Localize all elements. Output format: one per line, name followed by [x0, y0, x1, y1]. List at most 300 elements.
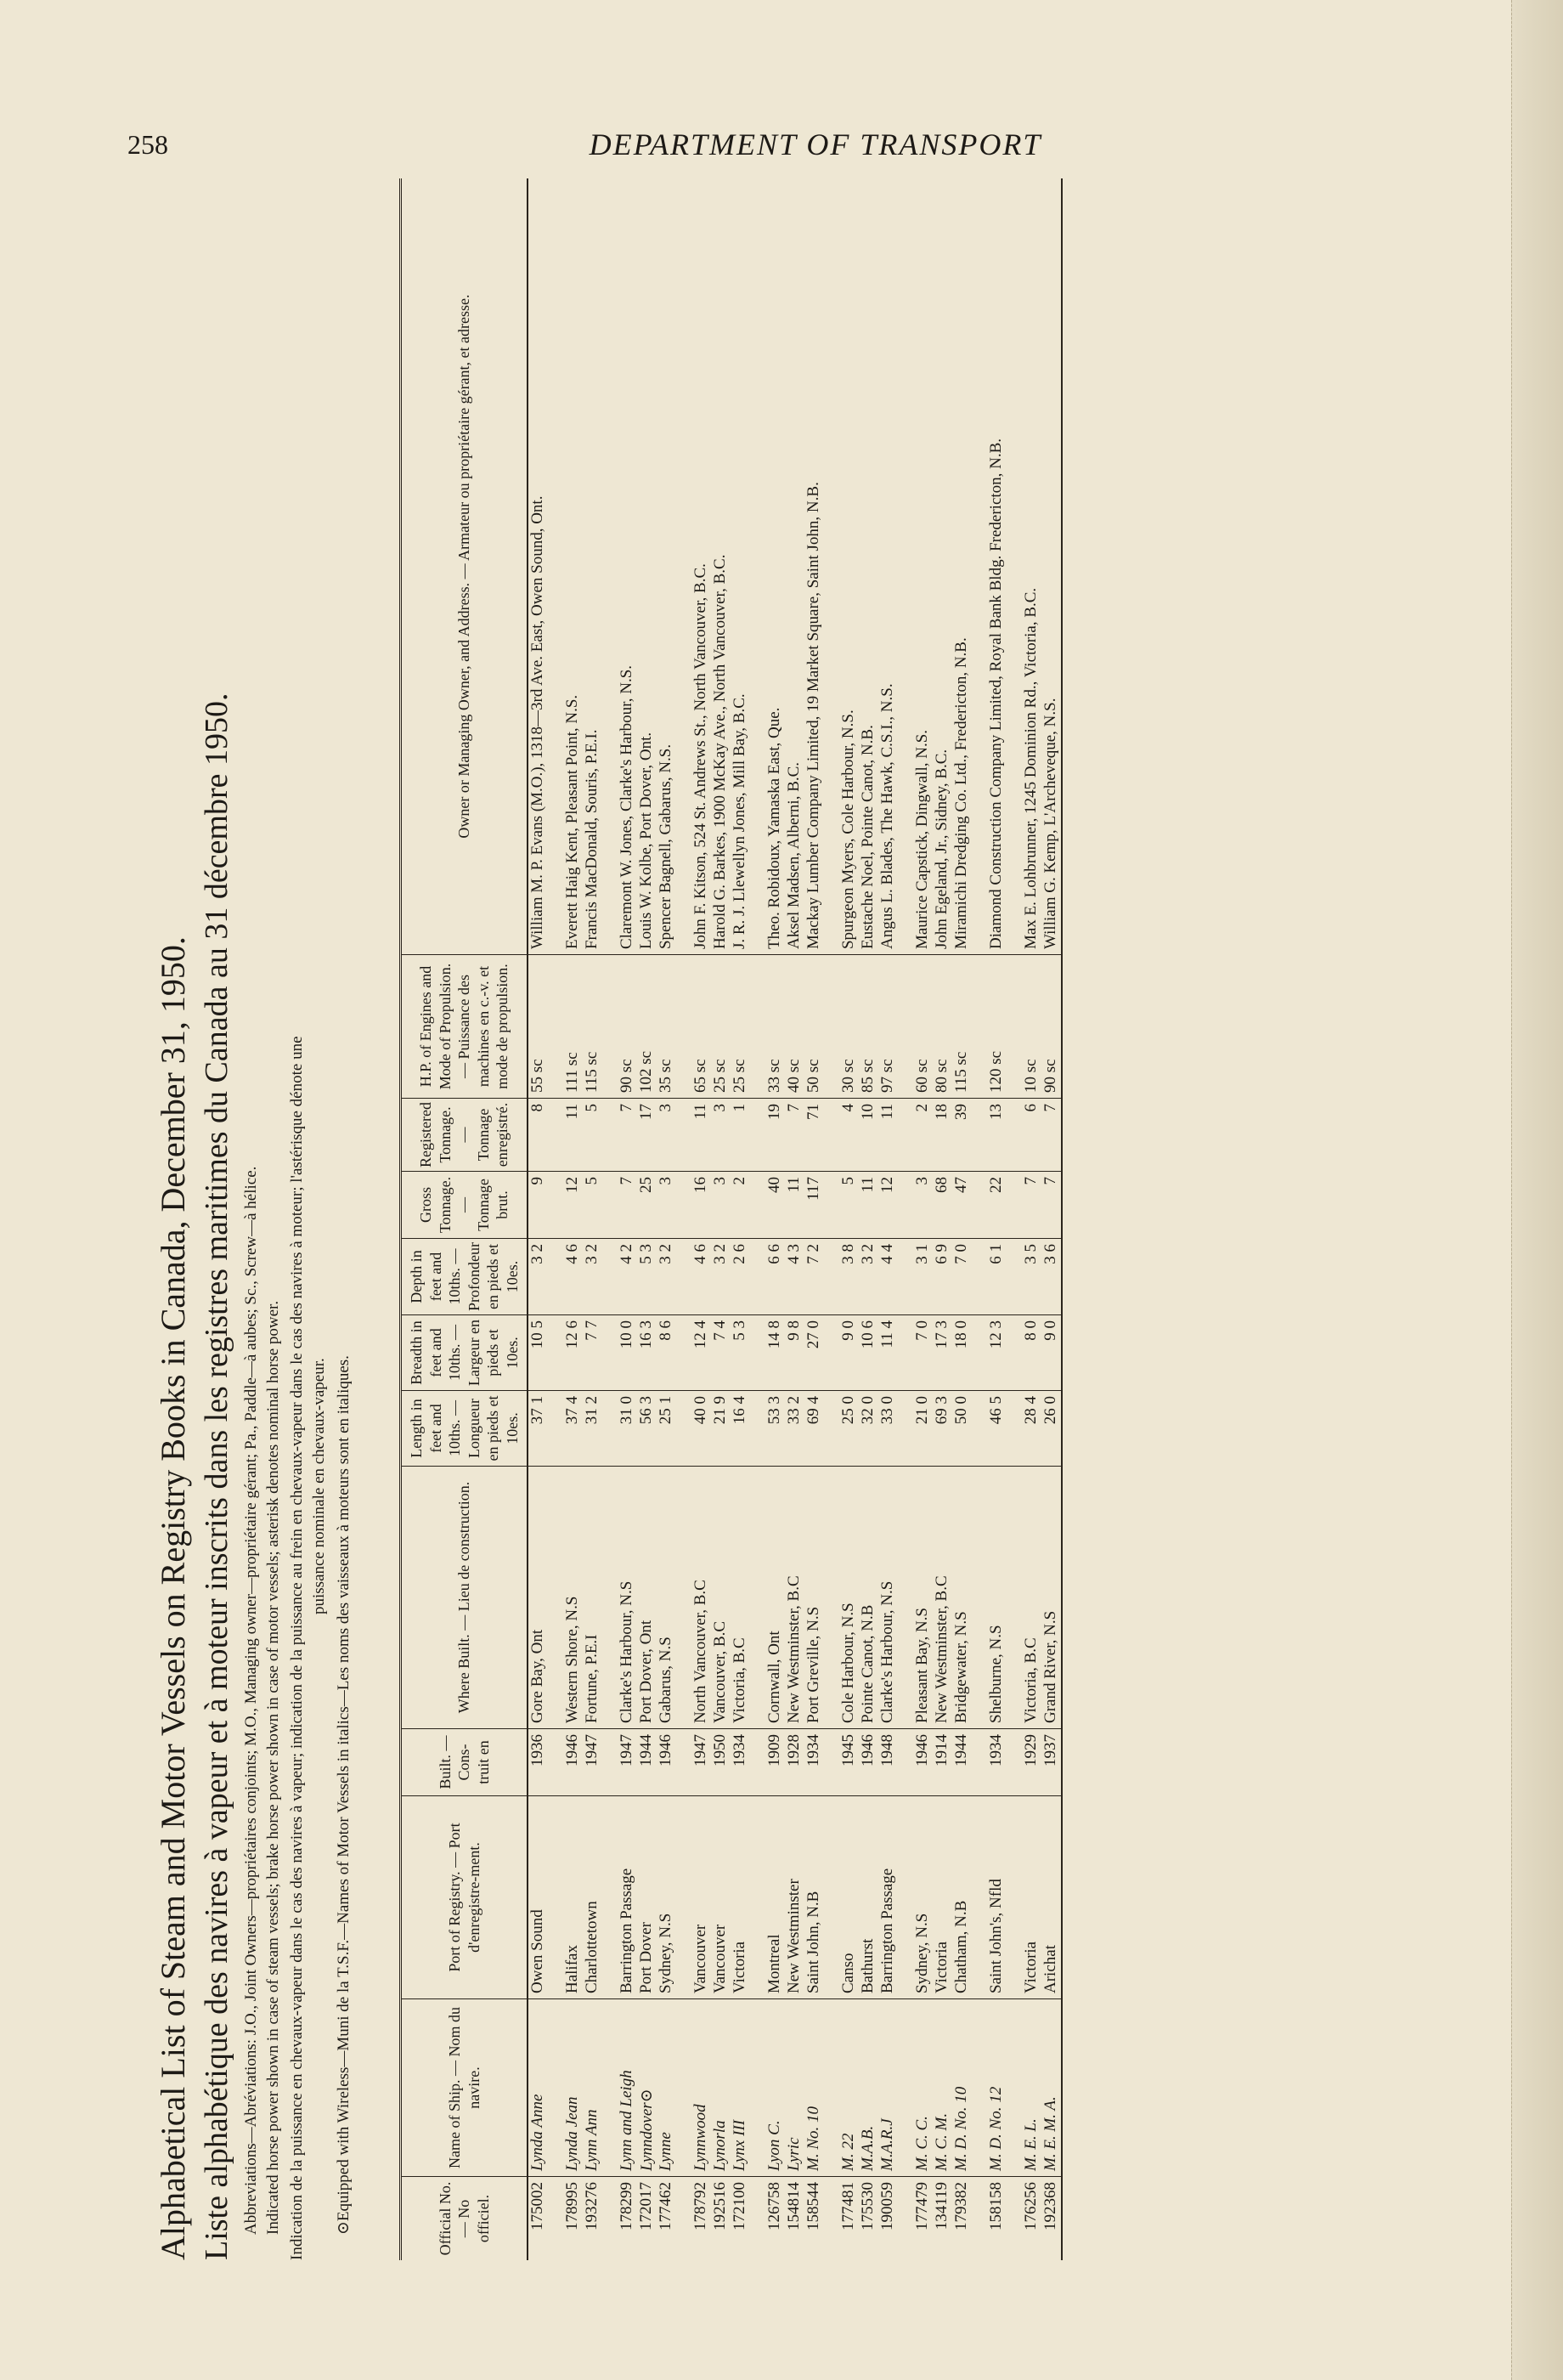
- depth-value: 7 0: [952, 1239, 972, 1315]
- ship-name: Lynndover⊙: [637, 1999, 657, 2177]
- length-value: 28 4: [1022, 1391, 1041, 1467]
- col-ship-name: Name of Ship. — Nom du navire.: [401, 1999, 528, 2177]
- port-of-registry: Owen Sound: [528, 1796, 548, 1999]
- place-built: Grand River, N.S: [1041, 1467, 1062, 1729]
- spacer-cell: [1007, 2177, 1022, 2261]
- owner-address: Spencer Bagnell, Gabarus, N.S.: [657, 178, 676, 955]
- owner-address: William G. Kemp, L'Archeveque, N.S.: [1041, 178, 1062, 955]
- official-number: 158158: [987, 2182, 1005, 2230]
- official-number: 192368: [1041, 2177, 1062, 2261]
- spacer-cell: [750, 1315, 765, 1391]
- port-of-registry: Sydney, N.S: [913, 1796, 933, 1999]
- gross-tonnage: 2: [731, 1172, 750, 1239]
- place-built: North Vancouver, B.C: [691, 1467, 711, 1729]
- row-spacer: [750, 178, 765, 2260]
- spacer-cell: [676, 1391, 691, 1467]
- registered-tonnage: 4: [839, 1099, 859, 1172]
- owner-address: Spurgeon Myers, Cole Harbour, N.S.: [839, 178, 859, 955]
- ship-name: M. No. 10: [804, 1999, 824, 2177]
- owner-address: John F. Kitson, 524 St. Andrews St., North Vancouver, B.C.: [691, 178, 711, 955]
- place-built: Gore Bay, Ont: [528, 1467, 548, 1729]
- horse-power: 25 sc: [731, 955, 750, 1099]
- year-built: 1928: [785, 1729, 804, 1796]
- gross-tonnage: 5: [583, 1172, 602, 1239]
- official-number: 177481: [839, 2182, 857, 2230]
- official-number: 175530: [859, 2182, 877, 2230]
- table-row: [1022, 178, 1041, 2260]
- place-built: Cole Harbour, N.S: [839, 1467, 859, 1729]
- horse-power: 115 sc: [952, 955, 972, 1099]
- depth-value: 4 3: [785, 1239, 804, 1315]
- place-built: Cornwall, Ont: [765, 1467, 785, 1729]
- row-spacer: [1007, 178, 1022, 2260]
- breadth-value: 9 0: [839, 1315, 859, 1391]
- spacer-cell: [824, 1239, 839, 1315]
- spacer-cell: [898, 1391, 913, 1467]
- spacer-cell: [602, 1315, 618, 1391]
- length-value: 56 3: [637, 1391, 657, 1467]
- port-of-registry: Barrington Passage: [618, 1796, 637, 1999]
- place-built: Port Dover, Ont: [637, 1467, 657, 1729]
- owner-address: Theo. Robidoux, Yamaska East, Que.: [765, 178, 785, 955]
- title-english: Alphabetical List of Steam and Motor Vessels on Registry Books in Canada, December 31, 1950.: [154, 936, 192, 2260]
- length-value: 37 4: [563, 1391, 583, 1467]
- spacer-cell: [972, 1315, 987, 1391]
- place-built: Port Greville, N.S: [804, 1467, 824, 1729]
- spacer-cell: [898, 1999, 913, 2177]
- gross-tonnage: 68: [933, 1172, 952, 1239]
- length-value: 31 0: [618, 1391, 637, 1467]
- gross-tonnage: 11: [859, 1172, 878, 1239]
- year-built: 1947: [691, 1729, 711, 1796]
- ship-name: M. C. M.: [933, 1999, 952, 2177]
- length-value: 53 3: [765, 1391, 785, 1467]
- spacer-cell: [898, 1099, 913, 1172]
- registered-tonnage: 2: [913, 1099, 933, 1172]
- official-number: 192516: [711, 2182, 729, 2230]
- col-gross-tonnage: Gross Tonnage. — Tonnage brut.: [401, 1172, 528, 1239]
- official-number: 134119: [933, 2182, 951, 2230]
- owner-address: Maurice Capstick, Dingwall, N.S.: [913, 178, 933, 955]
- breadth-value: 7 0: [913, 1315, 933, 1391]
- year-built: 1950: [711, 1729, 731, 1796]
- spacer-cell: [602, 1467, 618, 1729]
- table-row: [731, 178, 750, 2260]
- length-value: 32 0: [859, 1391, 878, 1467]
- owner-address: Eustache Noel, Pointe Canot, N.B.: [859, 178, 878, 955]
- spacer-cell: [1007, 1099, 1022, 1172]
- horse-power: 115 sc: [583, 955, 602, 1099]
- official-number: 177479: [913, 2182, 931, 2230]
- spacer-cell: [676, 1467, 691, 1729]
- depth-value: 3 2: [583, 1239, 602, 1315]
- spacer-cell: [750, 1467, 765, 1729]
- page-edge: [1511, 0, 1563, 2380]
- depth-value: 3 2: [711, 1239, 731, 1315]
- registered-tonnage: 3: [711, 1099, 731, 1172]
- rotated-page-content: [144, 178, 1419, 2260]
- registered-tonnage: 6: [1022, 1099, 1041, 1172]
- spacer-cell: [1007, 1239, 1022, 1315]
- spacer-cell: [1007, 1796, 1022, 1999]
- length-value: 69 3: [933, 1391, 952, 1467]
- spacer-cell: [1007, 1999, 1022, 2177]
- port-of-registry: Port Dover: [637, 1796, 657, 1999]
- ship-name: Lynda Anne: [528, 1999, 548, 2177]
- breadth-value: 10 6: [859, 1315, 878, 1391]
- registered-tonnage: 7: [1041, 1099, 1062, 1172]
- registered-tonnage: 1: [731, 1099, 750, 1172]
- spacer-cell: [898, 955, 913, 1099]
- gross-tonnage: 3: [913, 1172, 933, 1239]
- port-of-registry: Saint John's, Nfld: [987, 1796, 1007, 1999]
- ship-name: Lynnwood: [691, 1999, 711, 2177]
- horse-power-note-french: Indication de la puissance en chevaux-vapeur dans le cas des navires à vapeur; indication de la puissance au frein en chevaux-vapeur dans le cas des navires à moteur; l'astérisque dénote une: [288, 1036, 306, 2260]
- official-number: 126758: [765, 2182, 783, 2230]
- col-breadth: Breadth in feet and 10ths. — Largeur en pieds et 10es.: [401, 1315, 528, 1391]
- year-built: 1934: [987, 1729, 1007, 1796]
- spacer-cell: [750, 955, 765, 1099]
- depth-value: 7 2: [804, 1239, 824, 1315]
- place-built: New Westminster, B.C: [933, 1467, 952, 1729]
- breadth-value: 8 0: [1022, 1315, 1041, 1391]
- spacer-cell: [898, 1315, 913, 1391]
- horse-power: 102 sc: [637, 955, 657, 1099]
- table-row: [839, 178, 859, 2260]
- depth-value: 6 1: [987, 1239, 1007, 1315]
- table-row: [987, 178, 1007, 2260]
- spacer-cell: [602, 1239, 618, 1315]
- depth-value: 6 9: [933, 1239, 952, 1315]
- ship-name: Lynne: [657, 1999, 676, 2177]
- spacer-cell: [1007, 1391, 1022, 1467]
- ship-name: M. 22: [839, 1999, 859, 2177]
- breadth-value: 9 0: [1041, 1315, 1062, 1391]
- spacer-cell: [750, 1999, 765, 2177]
- depth-value: 3 5: [1022, 1239, 1041, 1315]
- depth-value: 5 3: [637, 1239, 657, 1315]
- spacer-cell: [972, 1999, 987, 2177]
- spacer-cell: [972, 1729, 987, 1796]
- year-built: 1944: [952, 1729, 972, 1796]
- spacer-cell: [1007, 955, 1022, 1099]
- spacer-cell: [972, 1391, 987, 1467]
- spacer-cell: [824, 2177, 839, 2261]
- table-row: [952, 178, 972, 2260]
- horse-power-note-french-cont: puissance nominale en chevaux-vapeur.: [310, 1358, 328, 1614]
- horse-power: 90 sc: [1041, 955, 1062, 1099]
- depth-value: 3 1: [913, 1239, 933, 1315]
- gross-tonnage: 9: [528, 1172, 548, 1239]
- ship-name: M. D. No. 10: [952, 1999, 972, 2177]
- spacer-cell: [548, 178, 563, 955]
- depth-value: 4 4: [878, 1239, 898, 1315]
- spacer-cell: [602, 1796, 618, 1999]
- ship-name: Lynorla: [711, 1999, 731, 2177]
- title-french: Liste alphabétique des navires à vapeur et à moteur inscrits dans les registres maritimes du Canada au 31 décembre 1950.: [199, 693, 234, 2260]
- breadth-value: 14 8: [765, 1315, 785, 1391]
- spacer-cell: [972, 955, 987, 1099]
- horse-power: 10 sc: [1022, 955, 1041, 1099]
- spacer-cell: [898, 1467, 913, 1729]
- port-of-registry: Chatham, N.B: [952, 1796, 972, 1999]
- row-spacer: [548, 178, 563, 2260]
- col-port: Port of Registry. — Port d'enregistre-ment.: [401, 1796, 528, 1999]
- official-number: 178792: [691, 2182, 709, 2230]
- length-value: 25 1: [657, 1391, 676, 1467]
- horse-power: 80 sc: [933, 955, 952, 1099]
- depth-value: 3 6: [1041, 1239, 1062, 1315]
- length-value: 21 0: [913, 1391, 933, 1467]
- spacer-cell: [548, 1239, 563, 1315]
- title-block: [144, 178, 358, 2260]
- spacer-cell: [548, 1099, 563, 1172]
- owner-address: Aksel Madsen, Alberni, B.C.: [785, 178, 804, 955]
- spacer-cell: [602, 1172, 618, 1239]
- spacer-cell: [824, 1172, 839, 1239]
- place-built: New Westminster, B.C: [785, 1467, 804, 1729]
- spacer-cell: [602, 1099, 618, 1172]
- spacer-cell: [602, 955, 618, 1099]
- depth-value: 4 6: [691, 1239, 711, 1315]
- table-row: [528, 178, 548, 2260]
- length-value: 33 2: [785, 1391, 804, 1467]
- registered-tonnage: 17: [637, 1099, 657, 1172]
- horse-power: 35 sc: [657, 955, 676, 1099]
- spacer-cell: [824, 1729, 839, 1796]
- spacer-cell: [676, 178, 691, 955]
- owner-address: Louis W. Kolbe, Port Dover, Ont.: [637, 178, 657, 955]
- length-value: 46 5: [987, 1391, 1007, 1467]
- horse-power: 97 sc: [878, 955, 898, 1099]
- depth-value: 2 6: [731, 1239, 750, 1315]
- spacer-cell: [824, 1099, 839, 1172]
- breadth-value: 11 4: [878, 1315, 898, 1391]
- depth-value: 3 8: [839, 1239, 859, 1315]
- ship-name: M. D. No. 12: [987, 1999, 1007, 2177]
- col-owner: Owner or Managing Owner, and Address. — Armateur ou propriétaire gérant, et adresse.: [401, 178, 528, 955]
- year-built: 1936: [528, 1729, 548, 1796]
- ship-name: Lynn and Leigh: [618, 1999, 637, 2177]
- horse-power: 40 sc: [785, 955, 804, 1099]
- registered-tonnage: 5: [583, 1099, 602, 1172]
- table-row: [878, 178, 898, 2260]
- horse-power: 55 sc: [528, 955, 548, 1099]
- spacer-cell: [602, 1729, 618, 1796]
- official-number: 190059: [878, 2182, 896, 2230]
- spacer-cell: [750, 1099, 765, 1172]
- registered-tonnage: 10: [859, 1099, 878, 1172]
- breadth-value: 12 6: [563, 1315, 583, 1391]
- official-number: 176256: [1022, 2182, 1040, 2230]
- port-of-registry: Vancouver: [691, 1796, 711, 1999]
- ship-name: M. E. L.: [1022, 1999, 1041, 2177]
- horse-power: 111 sc: [563, 955, 583, 1099]
- gross-tonnage: 3: [711, 1172, 731, 1239]
- gross-tonnage: 7: [1041, 1172, 1062, 1239]
- ship-name: M.A.B.: [859, 1999, 878, 2177]
- breadth-value: 16 3: [637, 1315, 657, 1391]
- owner-address: J. R. J. Llewellyn Jones, Mill Bay, B.C.: [731, 178, 750, 955]
- year-built: 1914: [933, 1729, 952, 1796]
- registered-tonnage: 11: [691, 1099, 711, 1172]
- place-built: Fortune, P.E.I: [583, 1467, 602, 1729]
- port-of-registry: Barrington Passage: [878, 1796, 898, 1999]
- port-of-registry: Vancouver: [711, 1796, 731, 1999]
- spacer-cell: [676, 1729, 691, 1796]
- page-number: 258: [127, 128, 168, 160]
- depth-value: 3 2: [528, 1239, 548, 1315]
- gross-tonnage: 117: [804, 1172, 824, 1239]
- spacer-cell: [676, 1172, 691, 1239]
- abbreviations-note: Abbreviations—Abréviations: J.O., Joint Owners—propriétaires conjoints; M.O., Managing owner—propriétaire gérant; Pa., Paddle—à aubes; Sc., Screw—à hélice.: [242, 1166, 260, 2235]
- breadth-value: 27 0: [804, 1315, 824, 1391]
- breadth-value: 17 3: [933, 1315, 952, 1391]
- spacer-cell: [972, 1796, 987, 1999]
- year-built: 1946: [859, 1729, 878, 1796]
- wireless-note: ⊙Equipped with Wireless—Muni de la T.S.F.—Names of Motor Vessels in italics—Les noms des vaisseaux à moteurs sont en italiques.: [335, 1355, 353, 2235]
- registered-tonnage: 3: [657, 1099, 676, 1172]
- spacer-cell: [898, 178, 913, 955]
- spacer-cell: [1007, 1315, 1022, 1391]
- registered-tonnage: 11: [878, 1099, 898, 1172]
- table-row: [563, 178, 583, 2260]
- official-number: 178299: [618, 2182, 635, 2230]
- spacer-cell: [548, 1796, 563, 1999]
- gross-tonnage: 7: [618, 1172, 637, 1239]
- year-built: 1934: [731, 1729, 750, 1796]
- gross-tonnage: 25: [637, 1172, 657, 1239]
- col-registered-tonnage: Registered Tonnage. — Tonnage enregistré.: [401, 1099, 528, 1172]
- breadth-value: 12 4: [691, 1315, 711, 1391]
- horse-power: 50 sc: [804, 955, 824, 1099]
- year-built: 1934: [804, 1729, 824, 1796]
- length-value: 40 0: [691, 1391, 711, 1467]
- spacer-cell: [972, 1467, 987, 1729]
- length-value: 33 0: [878, 1391, 898, 1467]
- year-built: 1944: [637, 1729, 657, 1796]
- depth-value: 4 2: [618, 1239, 637, 1315]
- official-number: 154814: [785, 2182, 803, 2230]
- spacer-cell: [750, 1391, 765, 1467]
- spacer-cell: [548, 1391, 563, 1467]
- depth-value: 6 6: [765, 1239, 785, 1315]
- vessel-rows: [528, 178, 1062, 2260]
- spacer-cell: [676, 1099, 691, 1172]
- spacer-cell: [824, 1391, 839, 1467]
- owner-address: Harold G. Barkes, 1900 McKay Ave., North Vancouver, B.C.: [711, 178, 731, 955]
- spacer-cell: [676, 1239, 691, 1315]
- place-built: Bridgewater, N.S: [952, 1467, 972, 1729]
- table-header-row: [401, 178, 528, 2260]
- spacer-cell: [750, 1172, 765, 1239]
- table-row: [804, 178, 824, 2260]
- registered-tonnage: 39: [952, 1099, 972, 1172]
- col-official-no: Official No. — No officiel.: [401, 2177, 528, 2261]
- gross-tonnage: 47: [952, 1172, 972, 1239]
- spacer-cell: [548, 1467, 563, 1729]
- spacer-cell: [602, 1999, 618, 2177]
- breadth-value: 7 7: [583, 1315, 602, 1391]
- official-number: 175002: [528, 2182, 546, 2230]
- gross-tonnage: 7: [1022, 1172, 1041, 1239]
- spacer-cell: [676, 1999, 691, 2177]
- place-built: Pleasant Bay, N.S: [913, 1467, 933, 1729]
- place-built: Victoria, B.C: [1022, 1467, 1041, 1729]
- place-built: Victoria, B.C: [731, 1467, 750, 1729]
- spacer-cell: [1007, 1729, 1022, 1796]
- col-length: Length in feet and 10ths. — Longueur en pieds et 10es.: [401, 1391, 528, 1467]
- horse-power: 30 sc: [839, 955, 859, 1099]
- spacer-cell: [824, 178, 839, 955]
- col-depth: Depth in feet and 10ths. — Profondeur en pieds et 10es.: [401, 1239, 528, 1315]
- place-built: Gabarus, N.S: [657, 1467, 676, 1729]
- place-built: Clarke's Harbour, N.S: [878, 1467, 898, 1729]
- year-built: 1946: [657, 1729, 676, 1796]
- length-value: 50 0: [952, 1391, 972, 1467]
- spacer-cell: [898, 1239, 913, 1315]
- year-built: 1909: [765, 1729, 785, 1796]
- registered-tonnage: 8: [528, 1099, 548, 1172]
- year-built: 1945: [839, 1729, 859, 1796]
- breadth-value: 10 5: [528, 1315, 548, 1391]
- owner-address: Diamond Construction Company Limited, Royal Bank Bldg. Fredericton, N.B.: [987, 178, 1007, 955]
- gross-tonnage: 22: [987, 1172, 1007, 1239]
- registered-tonnage: 7: [618, 1099, 637, 1172]
- port-of-registry: Victoria: [1022, 1796, 1041, 1999]
- port-of-registry: New Westminster: [785, 1796, 804, 1999]
- row-spacer: [972, 178, 987, 2260]
- gross-tonnage: 11: [785, 1172, 804, 1239]
- length-value: 69 4: [804, 1391, 824, 1467]
- spacer-cell: [824, 1999, 839, 2177]
- ship-name: M. E. M. A.: [1041, 1999, 1062, 2177]
- page-header: [127, 119, 1402, 170]
- owner-address: Claremont W. Jones, Clarke's Harbour, N.S.: [618, 178, 637, 955]
- year-built: 1947: [618, 1729, 637, 1796]
- official-number: 172100: [731, 2182, 748, 2230]
- table-row: [583, 178, 602, 2260]
- length-value: 31 2: [583, 1391, 602, 1467]
- spacer-cell: [898, 1172, 913, 1239]
- gross-tonnage: 12: [563, 1172, 583, 1239]
- owner-address: Miramichi Dredging Co. Ltd., Fredericton, N.B.: [952, 178, 972, 955]
- official-number: 172017: [637, 2182, 655, 2230]
- ship-name: Lynn Ann: [583, 1999, 602, 2177]
- official-number: 158544: [804, 2182, 822, 2230]
- horse-power-note-english: Indicated horse power shown in case of steam vessels; brake horse power shown in case of motor vessels; asterisk denotes nominal horse power.: [264, 1300, 282, 2235]
- spacer-cell: [972, 1099, 987, 1172]
- table-row: [859, 178, 878, 2260]
- year-built: 1948: [878, 1729, 898, 1796]
- spacer-cell: [824, 1315, 839, 1391]
- col-where-built: Where Built. — Lieu de construction.: [401, 1467, 528, 1729]
- table-row: [618, 178, 637, 2260]
- port-of-registry: Sydney, N.S: [657, 1796, 676, 1999]
- registered-tonnage: 18: [933, 1099, 952, 1172]
- year-built: 1937: [1041, 1729, 1062, 1796]
- depth-value: 4 6: [563, 1239, 583, 1315]
- port-of-registry: Bathurst: [859, 1796, 878, 1999]
- port-of-registry: Saint John, N.B: [804, 1796, 824, 1999]
- spacer-cell: [972, 2177, 987, 2261]
- gross-tonnage: 40: [765, 1172, 785, 1239]
- spacer-cell: [972, 1239, 987, 1315]
- spacer-cell: [750, 1729, 765, 1796]
- owner-address: Angus L. Blades, The Hawk, C.S.I., N.S.: [878, 178, 898, 955]
- ship-name: Lynda Jean: [563, 1999, 583, 2177]
- year-built: 1947: [583, 1729, 602, 1796]
